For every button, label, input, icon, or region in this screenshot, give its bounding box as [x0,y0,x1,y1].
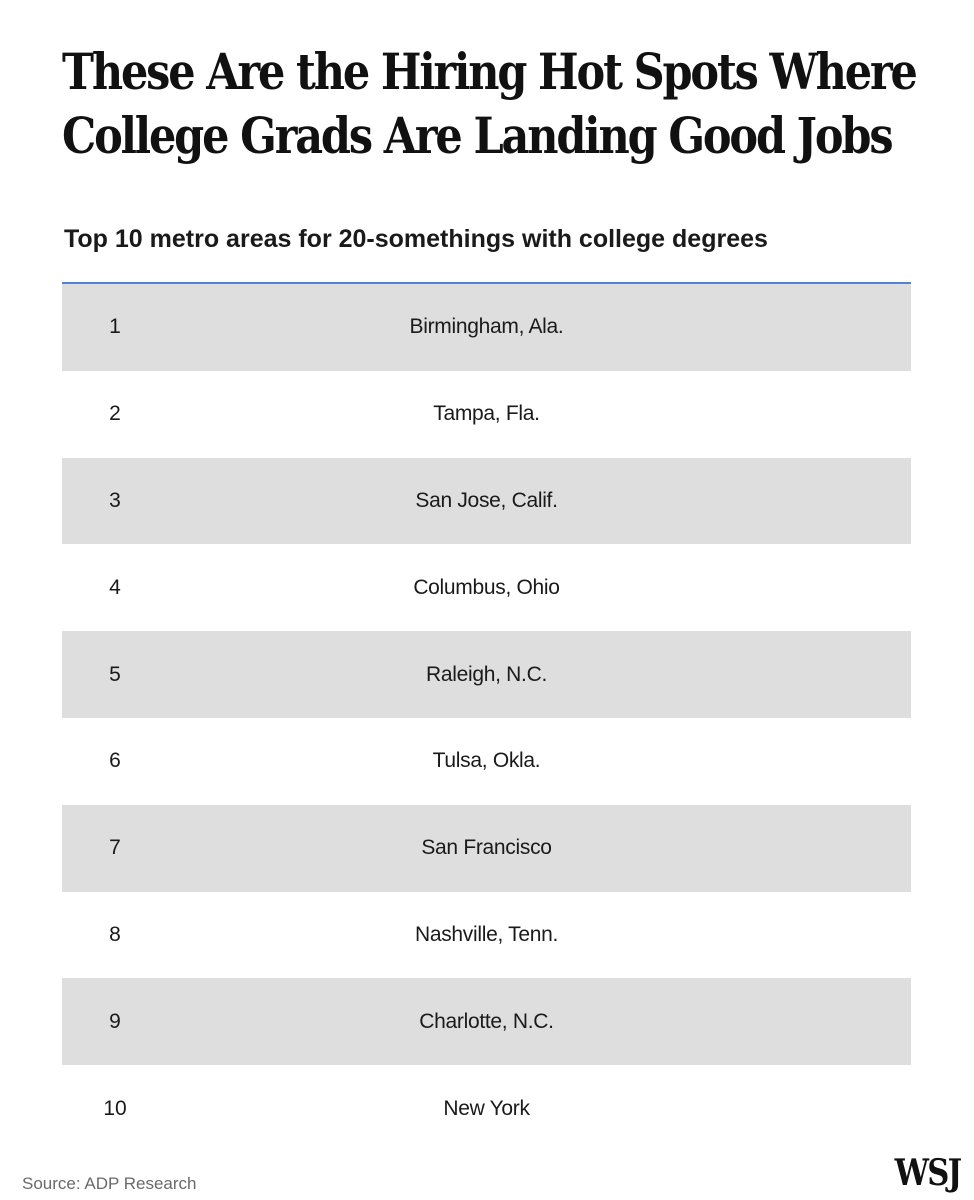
ranking-table [62,284,911,1152]
rank-cell: 3 [109,488,121,512]
chart-subtitle: Top 10 metro areas for 20-somethings with college degrees [64,225,768,253]
table-row [62,805,911,892]
rank-cell: 5 [109,662,121,686]
table-row [62,458,911,545]
metro-cell: New York [443,1096,530,1120]
rank-cell: 8 [109,922,121,946]
table-row [62,544,911,631]
headline [62,40,916,168]
headline-line-2: College Grads Are Landing Good Jobs [62,106,892,165]
metro-cell: Charlotte, N.C. [419,1009,554,1033]
table-row [62,1065,911,1152]
metro-cell: Nashville, Tenn. [414,922,559,946]
table-row [62,892,911,979]
metro-cell: San Francisco [421,836,552,860]
rank-cell: 10 [103,1096,127,1120]
source-note: Source: ADP Research [22,1174,197,1193]
metro-cell: Birmingham, Ala. [409,315,564,339]
metro-cell: Raleigh, N.C. [426,662,547,686]
metro-cell: Tampa, Fla. [433,402,540,426]
headline-line-1: These Are the Hiring Hot Spots Where [62,42,916,101]
metro-cell: Tulsa, Okla. [432,749,541,773]
rank-cell: 2 [109,402,121,426]
table-row [62,718,911,805]
wsj-logo: WSJ [894,1152,960,1194]
metro-cell: San Jose, Calif. [415,488,558,512]
rank-cell: 1 [109,315,121,339]
rank-cell: 9 [109,1009,121,1033]
rank-cell: 6 [109,749,121,773]
table-row [62,631,911,718]
metro-cell: Columbus, Ohio [413,575,560,599]
table-row [62,371,911,458]
table-row [62,284,911,371]
rank-cell: 4 [109,575,121,599]
rank-cell: 7 [109,836,121,860]
table-row [62,978,911,1065]
